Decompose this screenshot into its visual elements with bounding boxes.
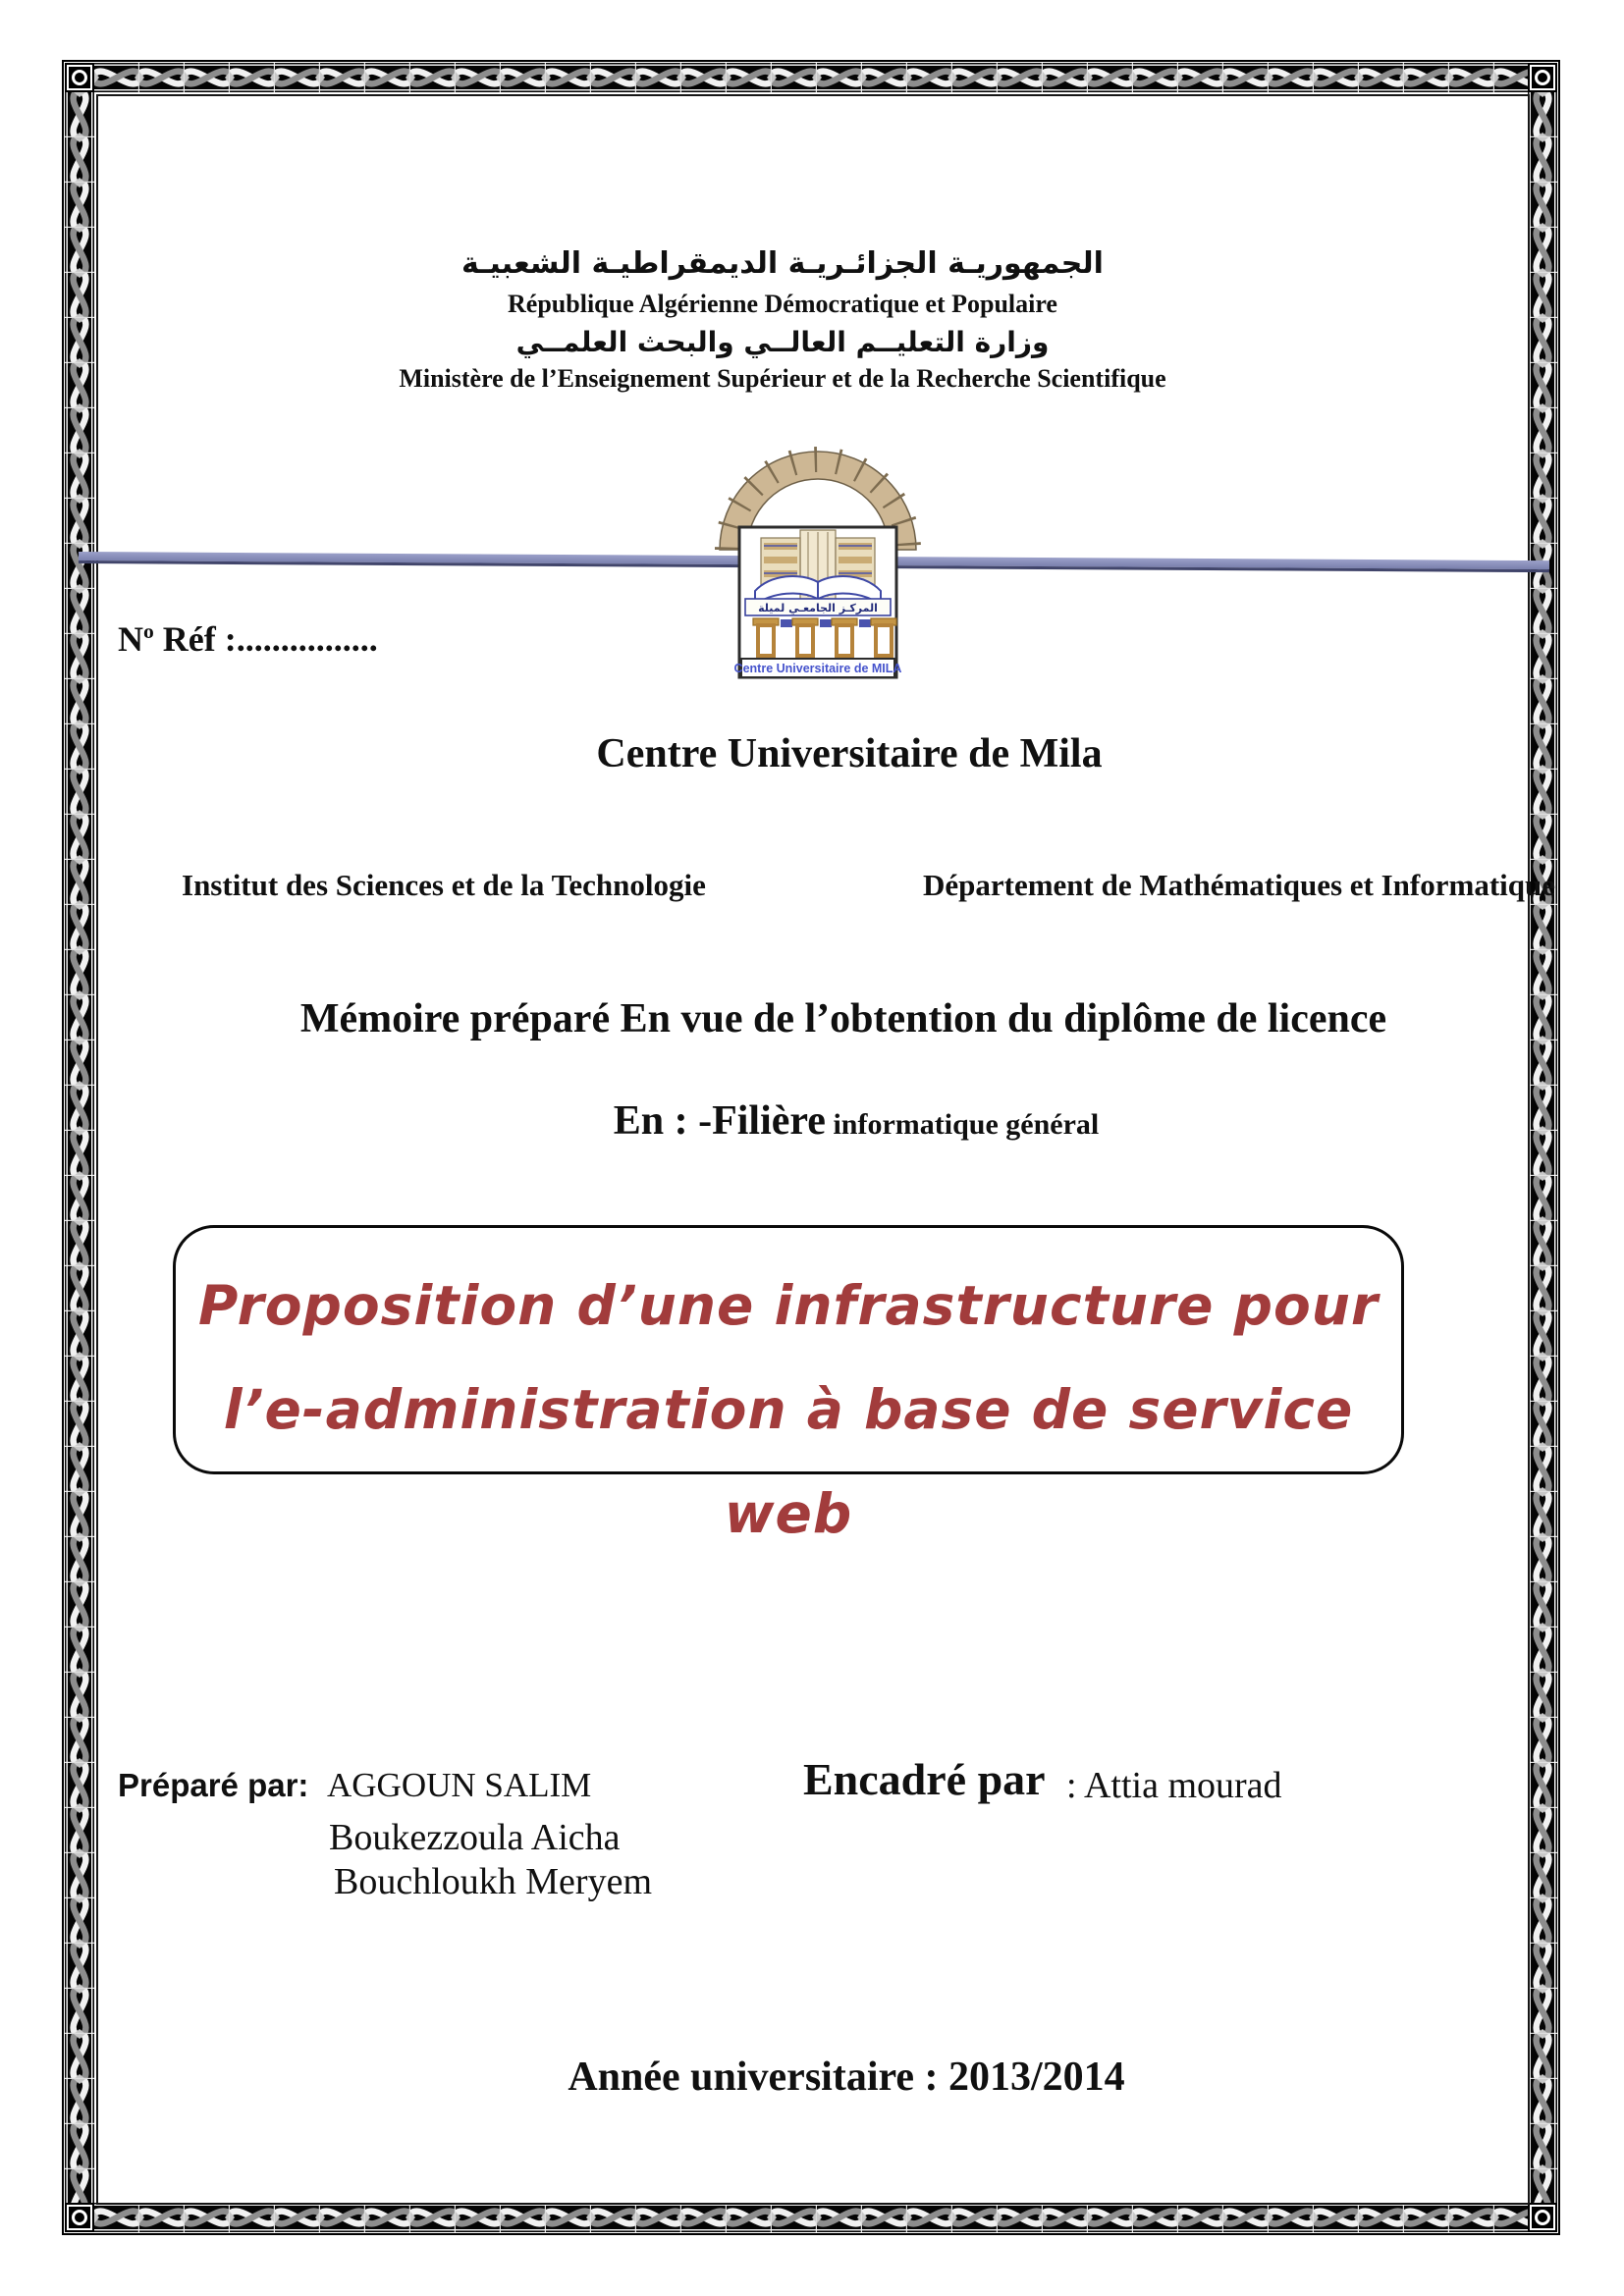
frame-band-bottom (94, 2203, 1528, 2232)
frame-band-left (65, 92, 94, 2203)
prepared-by-label: Préparé par: (118, 1767, 309, 1803)
department-name: Département de Mathématiques et Informatique (923, 868, 1555, 902)
frame-corner-icon (1528, 2203, 1557, 2232)
ref-n: N (118, 619, 143, 659)
memoire-line: Mémoire préparé En vue de l’obtention du diplôme de licence (299, 996, 1387, 1041)
author-name-2: Boukezzoula Aicha (329, 1817, 621, 1858)
filiere-main: En : -Filière (613, 1098, 826, 1144)
thesis-title-line2: l’e-administration à base de service web (223, 1378, 1354, 1545)
filiere-sub: informatique général (825, 1108, 1100, 1141)
frame-band-right (1528, 92, 1557, 2203)
frame-band-top (94, 63, 1528, 92)
reference-number-line (118, 618, 378, 660)
supervised-by-label: Encadré par (803, 1754, 1046, 1804)
institute-department-row (182, 868, 1555, 903)
ref-sup: o (143, 619, 154, 643)
official-header (69, 243, 1496, 397)
institute-name: Institut des Sciences et de la Technologie (182, 868, 706, 902)
university-logo (710, 444, 926, 679)
republic-arabic-line: الجمهوريـة الجزائـريـة الديمقراطيـة الشعبيـة (461, 246, 1104, 281)
ministry-french-line: Ministère de l’Enseignement Supérieur et de la Recherche Scientifique (399, 364, 1166, 393)
thesis-title-box (173, 1225, 1404, 1545)
academic-year: Année universitaire : 2013/2014 (568, 2055, 1125, 2100)
supervisor-name: : Attia mourad (1066, 1765, 1282, 1806)
author-name-1: AGGOUN SALIM (327, 1766, 592, 1804)
republic-french-line: République Algérienne Démocratique et Populaire (508, 290, 1057, 318)
ministry-arabic-line: وزارة التعليــم العالــي والبحث العلمــي (515, 326, 1050, 358)
frame-corner-icon (65, 63, 94, 92)
author-name-3: Bouchloukh Meryem (334, 1861, 653, 1902)
ref-dots: Réf :................ (153, 619, 378, 659)
university-title: Centre Universitaire de Mila (596, 731, 1103, 776)
frame-corner-icon (65, 2203, 94, 2232)
frame-corner-icon (1528, 63, 1557, 92)
logo-banner-arabic: المركـز الجامعـي لميلة (758, 602, 878, 614)
thesis-title-line1: Proposition d’une infrastructure pour (197, 1274, 1380, 1337)
frame-inner-line (96, 94, 1530, 2205)
filiere-line (142, 1097, 1570, 1145)
logo-caption: Centre Universitaire de MILA (733, 662, 902, 675)
